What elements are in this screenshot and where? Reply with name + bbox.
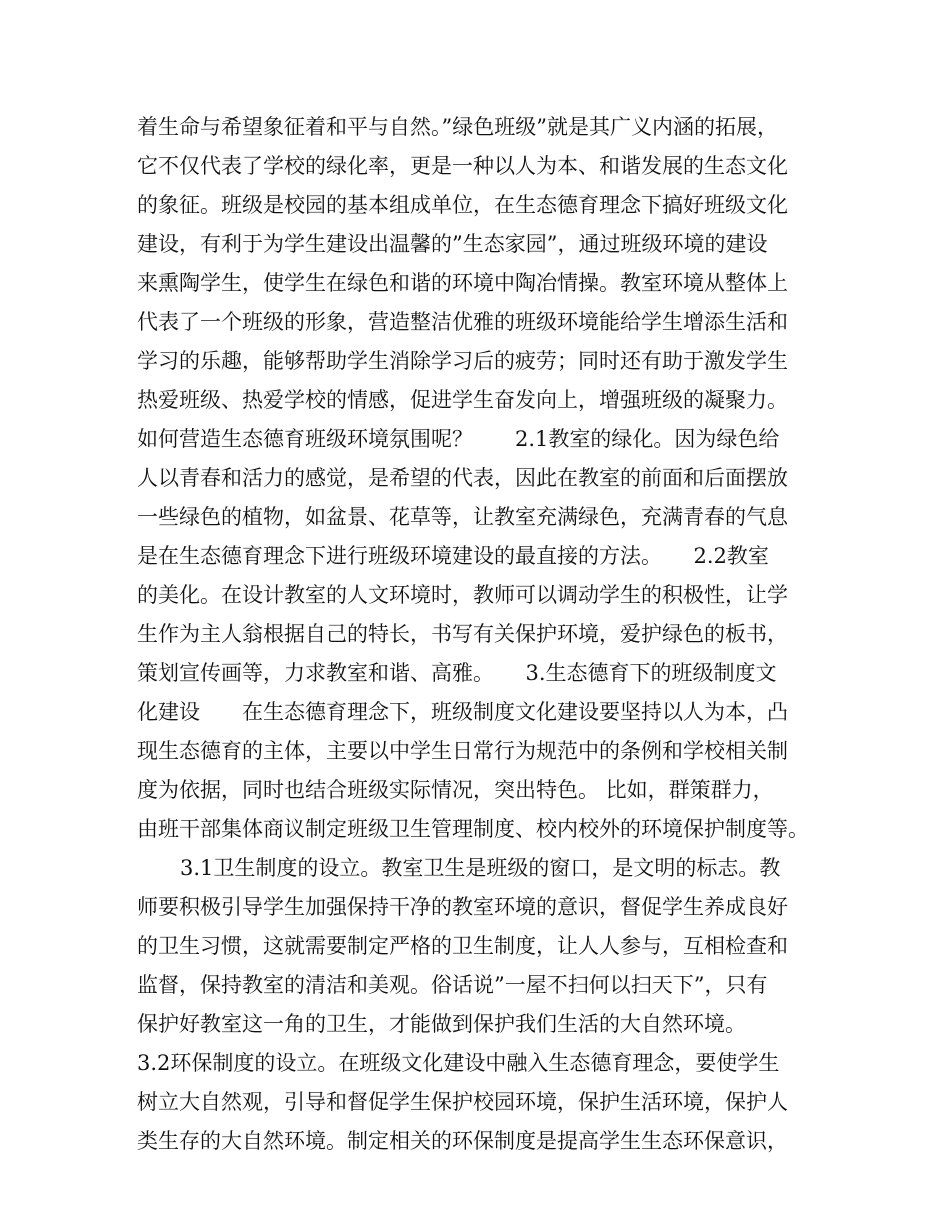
- text-line: 着生命与希望象征着和平与自然。”绿色班级”就是其广义内涵的拓展，: [137, 115, 778, 139]
- text-line: 来熏陶学生，使学生在绿色和谐的环境中陶冶情操。教室环境从整体上: [137, 271, 788, 295]
- text-line: 热爱班级、热爱学校的情感，促进学生奋发向上，增强班级的凝聚力。: [137, 388, 788, 412]
- text-line: 策划宣传画等，力求教室和谐、高雅。 3.生态德育下的班级制度文: [137, 661, 777, 685]
- text-line: 现生态德育的主体，主要以中学生日常行为规范中的条例和学校相关制: [137, 739, 788, 763]
- text-line: 的卫生习惯，这就需要制定严格的卫生制度，让人人参与，互相检查和: [137, 934, 788, 958]
- text-line: 化建设 在生态德育理念下，班级制度文化建设要坚持以人为本，凸: [137, 700, 788, 724]
- text-line: 由班干部集体商议制定班级卫生管理制度、校内校外的环境保护制度等。: [137, 817, 809, 841]
- text-line: 生作为主人翁根据自己的特长，书写有关保护环境，爱护绿色的板书，: [137, 622, 788, 646]
- text-line: 保护好教室这一角的卫生，才能做到保护我们生活的大自然环境。: [137, 1012, 746, 1036]
- text-line: 一些绿色的植物，如盆景、花草等，让教室充满绿色，充满青春的气息: [137, 505, 788, 529]
- text-line: 3.2环保制度的设立。在班级文化建设中融入生态德育理念，要使学生: [137, 1051, 780, 1075]
- text-line: 如何营造生态德育班级环境氛围呢？ 2.1教室的绿化。因为绿色给: [137, 427, 780, 451]
- text-line: 监督，保持教室的清洁和美观。俗话说”一屋不扫何以扫天下”，只有: [137, 973, 768, 997]
- text-line: 度为依据，同时也结合班级实际情况，突出特色。 比如，群策群力，: [137, 778, 774, 802]
- text-line-indented: 3.1卫生制度的设立。教室卫生是班级的窗口，是文明的标志。教: [180, 856, 781, 880]
- text-line: 建设，有利于为学生建设出温馨的”生态家园”，通过班级环境的建设: [137, 232, 768, 256]
- text-line: 它不仅代表了学校的绿化率，更是一种以人为本、和谐发展的生态文化: [137, 154, 788, 178]
- text-line: 类生存的大自然环境。制定相关的环保制度是提高学生生态环保意识，: [137, 1129, 788, 1153]
- text-line: 的美化。在设计教室的人文环境时，教师可以调动学生的积极性，让学: [137, 583, 788, 607]
- body-text: [137, 108, 827, 1161]
- text-line: 学习的乐趣，能够帮助学生消除学习后的疲劳；同时还有助于激发学生: [137, 349, 788, 373]
- text-line: 师要积极引导学生加强保持干净的教室环境的意识，督促学生养成良好: [137, 895, 788, 919]
- text-line: 的象征。班级是校园的基本组成单位，在生态德育理念下搞好班级文化: [137, 193, 788, 217]
- text-line: 是在生态德育理念下进行班级环境建设的最直接的方法。 2.2教室: [137, 544, 769, 568]
- text-line: 人以青春和活力的感觉，是希望的代表，因此在教室的前面和后面摆放: [137, 466, 788, 490]
- text-line: 树立大自然观，引导和督促学生保护校园环境，保护生活环境，保护人: [137, 1090, 788, 1114]
- text-line: 代表了一个班级的形象，营造整洁优雅的班级环境能给学生增添生活和: [137, 310, 788, 334]
